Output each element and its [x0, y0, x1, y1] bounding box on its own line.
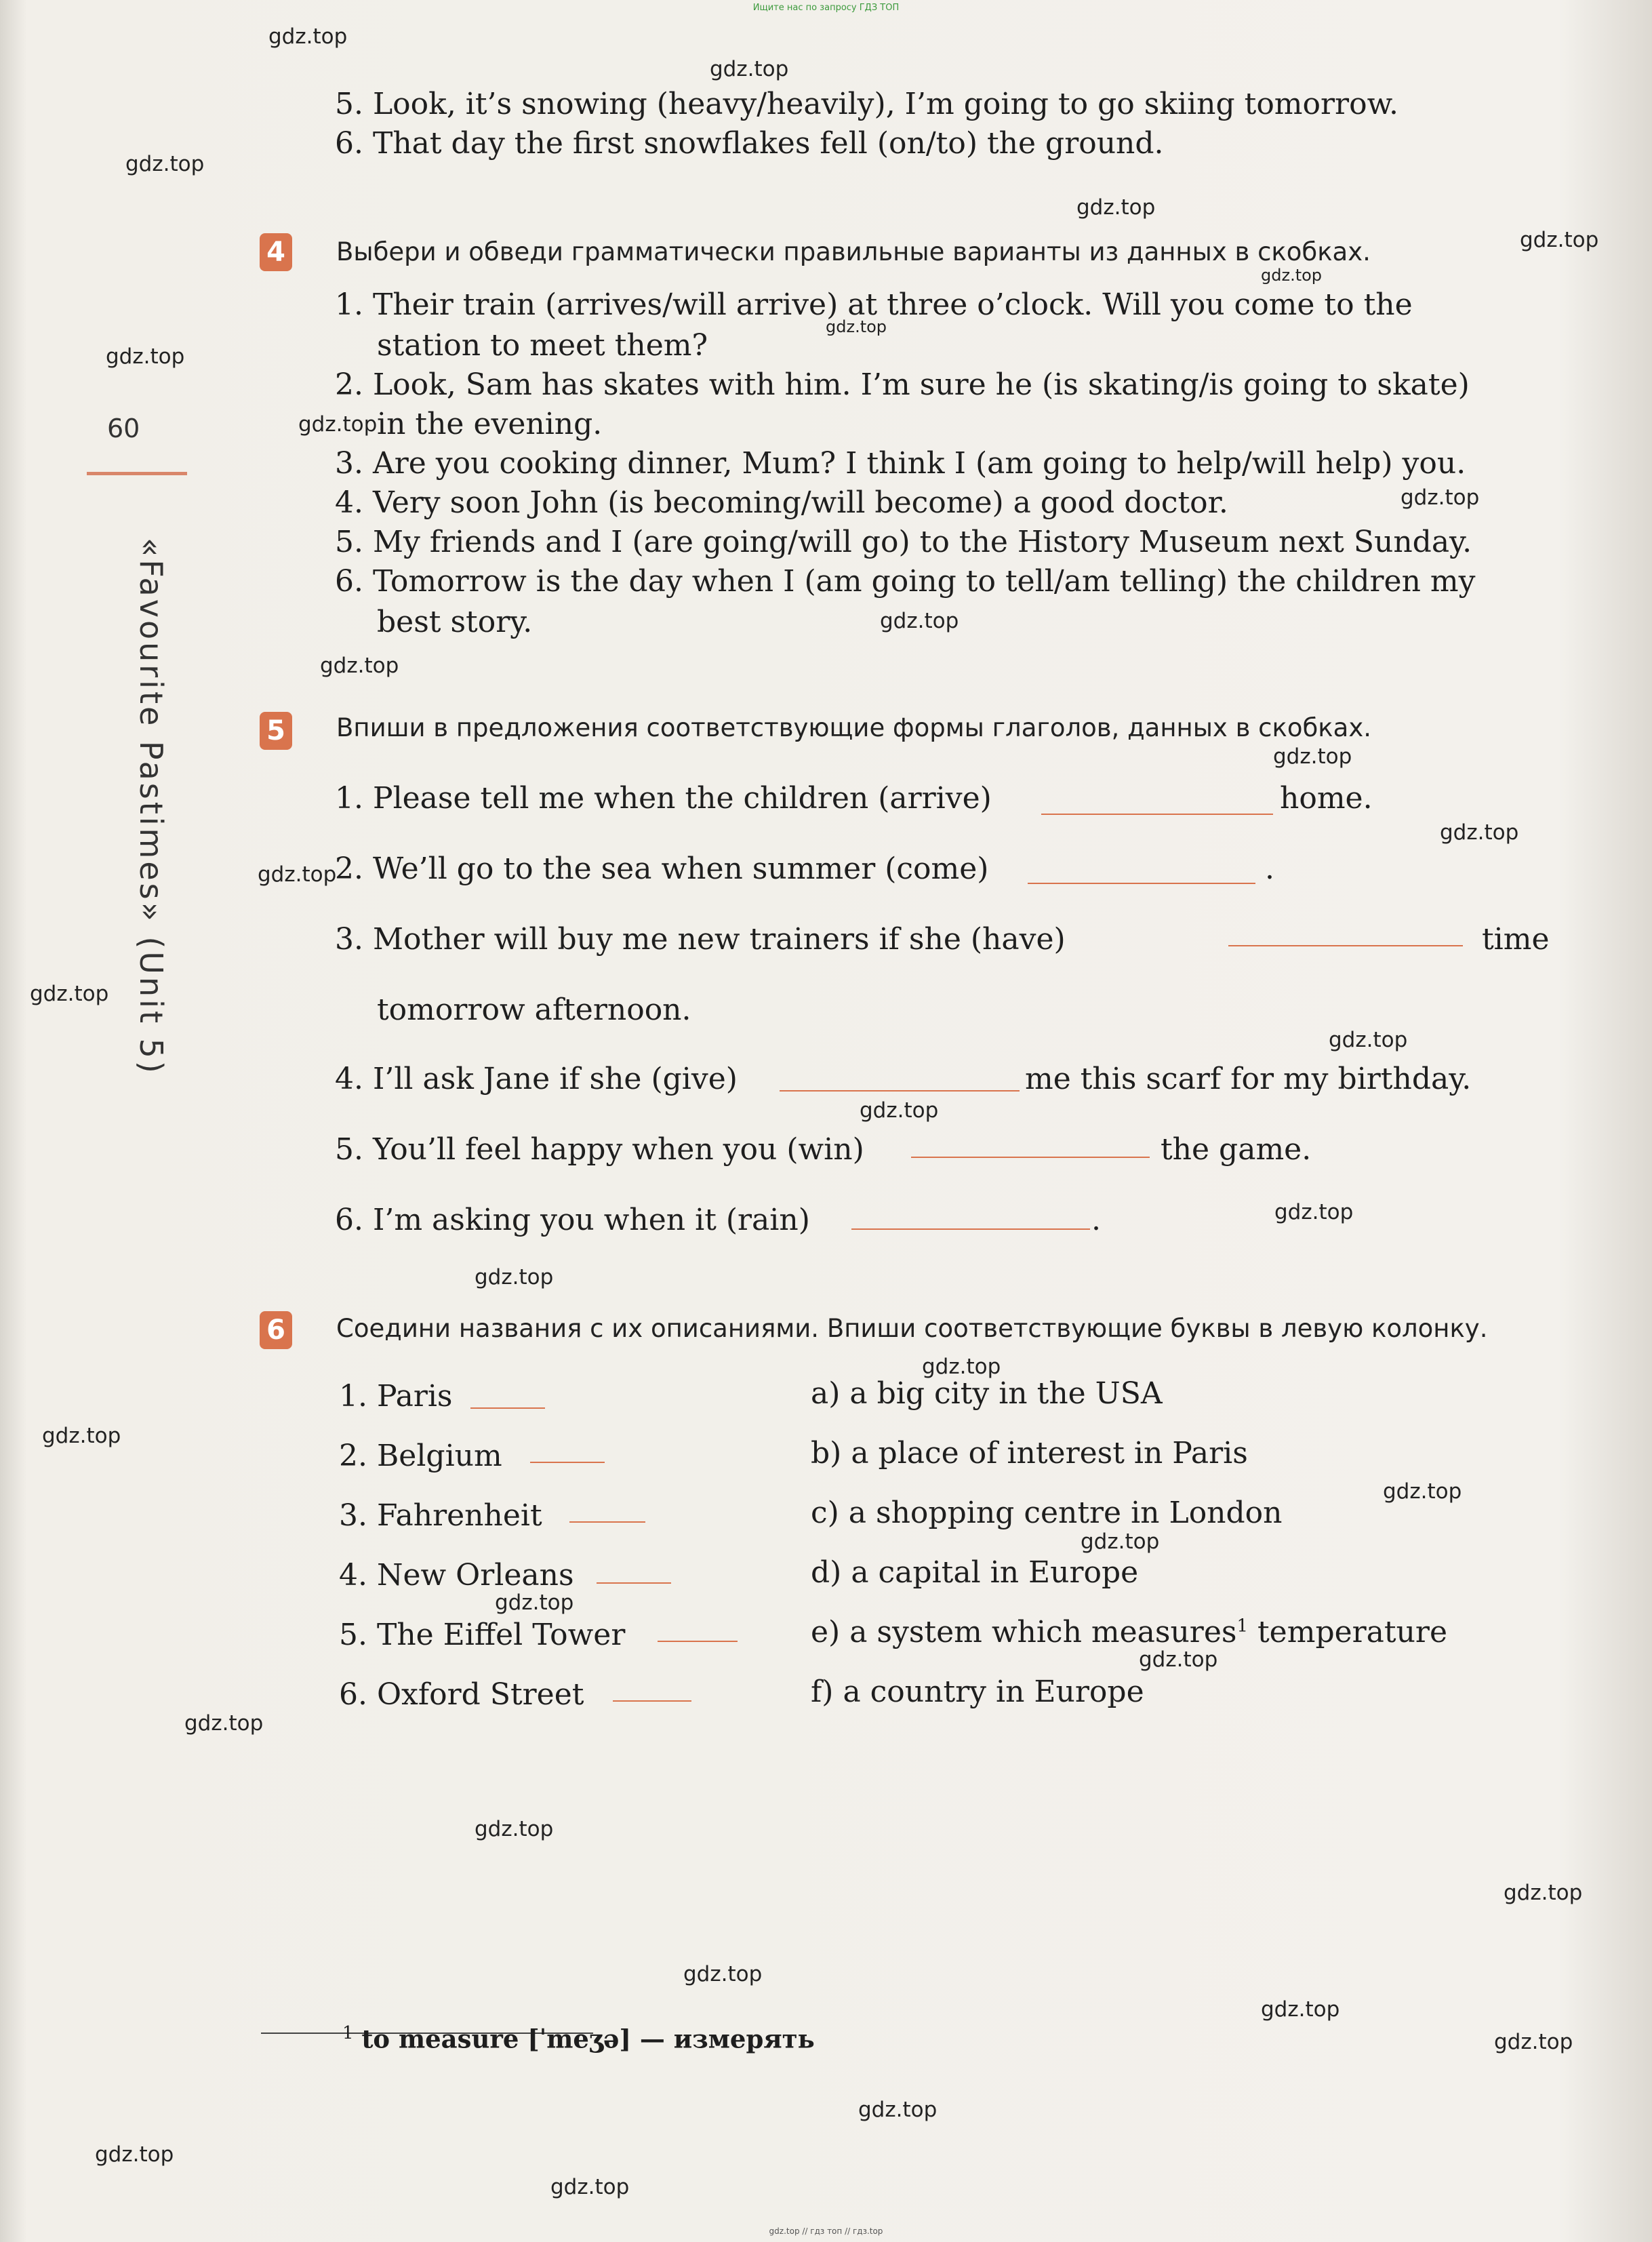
watermark: gdz.top	[1076, 195, 1156, 220]
ex6-name: 1. Paris	[339, 1379, 453, 1414]
watermark: gdz.top	[1081, 1529, 1160, 1554]
watermark: gdz.top	[858, 2098, 938, 2122]
ex4-line: best story.	[377, 605, 533, 639]
watermark: gdz.top	[550, 2175, 630, 2199]
watermark: gdz.top	[1440, 820, 1519, 845]
watermark: gdz.top	[258, 862, 337, 887]
watermark: gdz.top	[1329, 1028, 1408, 1052]
watermark: gdz.top	[1139, 1647, 1218, 1672]
exercise-6-badge: 6	[260, 1311, 292, 1349]
ex5-sentence-6: 6. I’m asking you when it (rain)	[335, 1203, 810, 1237]
ex5-sentence-1-end: home.	[1280, 781, 1373, 816]
ex5-sentence-2: 2. We’ll go to the sea when summer (come)	[335, 852, 989, 886]
ex4-line: 2. Look, Sam has skates with him. I’m sure he (is skating/is going to skate)	[335, 367, 1470, 402]
ex5-sentence-3-wrap: tomorrow afternoon.	[377, 993, 691, 1027]
answer-blank[interactable]	[569, 1521, 645, 1523]
ex6-name: 6. Oxford Street	[339, 1677, 584, 1712]
exercise-4-badge: 4	[260, 233, 292, 271]
ex6-description: f) a country in Europe	[811, 1675, 1144, 1709]
carryover-line-5: 5. Look, it’s snowing (heavy/heavily), I’m going to go skiing tomorrow.	[335, 87, 1399, 121]
exercise-5-instruction: Впиши в предложения соответствующие формы глаголов, данных в скобках.	[336, 713, 1371, 742]
ex6-description-text: e) a system which measures	[811, 1615, 1237, 1649]
ex6-description	[811, 1615, 1447, 1649]
watermark: gdz.top	[1494, 2030, 1573, 2054]
ex6-description: d) a capital in Europe	[811, 1555, 1139, 1590]
watermark: gdz.top	[106, 344, 185, 369]
watermark: gdz.top	[475, 1817, 554, 1841]
watermark: gdz.top	[42, 1424, 121, 1448]
answer-blank[interactable]	[470, 1407, 545, 1409]
ex4-line: 4. Very soon John (is becoming/will become) a good doctor.	[335, 485, 1228, 520]
ex6-name: 4. New Orleans	[339, 1558, 574, 1593]
watermark: gdz.top	[826, 317, 887, 336]
answer-blank[interactable]	[851, 1228, 1090, 1230]
watermark: gdz.top	[1504, 1881, 1583, 1905]
ex5-sentence-6-end: .	[1091, 1203, 1101, 1237]
answer-blank[interactable]	[780, 1090, 1020, 1092]
answer-blank[interactable]	[1028, 883, 1255, 884]
watermark: gdz.top	[30, 982, 109, 1006]
ex6-description: c) a shopping centre in London	[811, 1496, 1283, 1530]
answer-blank[interactable]	[1228, 945, 1463, 946]
watermark: gdz.top	[1273, 744, 1352, 769]
watermark: gdz.top	[95, 2142, 174, 2167]
watermark: gdz.top	[860, 1098, 939, 1123]
ex6-name: 3. Fahrenheit	[339, 1498, 542, 1533]
answer-blank[interactable]	[911, 1157, 1150, 1158]
ex6-name: 2. Belgium	[339, 1439, 502, 1473]
ex4-line: in the evening.	[377, 407, 603, 441]
watermark: gdz.top	[125, 152, 205, 176]
bottom-banner: gdz.top // гдз топ // гдз.top	[769, 2226, 883, 2236]
footnote-ref: 1	[1236, 1616, 1249, 1637]
answer-blank[interactable]	[597, 1582, 671, 1584]
exercise-6-instruction: Соедини названия с их описаниями. Впиши соответствующие буквы в левую колонку.	[336, 1314, 1488, 1343]
ex6-description-tail: temperature	[1248, 1615, 1448, 1649]
watermark: gdz.top	[1261, 266, 1323, 285]
watermark: gdz.top	[683, 1962, 763, 1986]
ex4-line: 6. Tomorrow is the day when I (am going to tell/am telling) the children my	[335, 564, 1476, 599]
unit-title: «Favourite Pastimes» (Unit 5)	[133, 538, 169, 1076]
watermark: gdz.top	[298, 412, 378, 437]
watermark: gdz.top	[475, 1265, 554, 1289]
ex4-line: 3. Are you cooking dinner, Mum? I think I (am going to help/will help) you.	[335, 446, 1466, 481]
watermark: gdz.top	[1261, 1997, 1340, 2022]
ex6-description: a) a big city in the USA	[811, 1376, 1163, 1411]
footnote	[342, 2023, 815, 2054]
ex5-sentence-5-end: the game.	[1161, 1132, 1312, 1167]
watermark: gdz.top	[268, 24, 348, 49]
ex5-sentence-2-end: .	[1265, 852, 1274, 886]
watermark: gdz.top	[1520, 228, 1599, 252]
ex6-description: b) a place of interest in Paris	[811, 1436, 1248, 1470]
ex6-name: 5. The Eiffel Tower	[339, 1618, 626, 1652]
watermark: gdz.top	[710, 57, 789, 81]
ex5-sentence-1: 1. Please tell me when the children (arrive)	[335, 781, 992, 816]
footnote-text: to measure [ˈmeʒə] — измерять	[361, 2024, 815, 2054]
watermark: gdz.top	[184, 1711, 264, 1736]
answer-blank[interactable]	[658, 1641, 738, 1642]
ex5-sentence-3: 3. Mother will buy me new trainers if she (have)	[335, 922, 1066, 957]
page-number: 60	[107, 414, 140, 443]
ex4-line: 5. My friends and I (are going/will go) to the History Museum next Sunday.	[335, 525, 1472, 559]
watermark: gdz.top	[1383, 1479, 1462, 1504]
carryover-line-6: 6. That day the first snowflakes fell (on/to) the ground.	[335, 126, 1164, 161]
answer-blank[interactable]	[1041, 814, 1273, 815]
footnote-mark: 1	[342, 2023, 354, 2043]
answer-blank[interactable]	[613, 1700, 691, 1702]
watermark: gdz.top	[1401, 485, 1480, 510]
ex4-line: station to meet them?	[377, 328, 708, 363]
top-banner: Ищите нас по запросу ГДЗ ТОП	[752, 3, 900, 13]
watermark: gdz.top	[320, 654, 399, 678]
ex5-sentence-3-end: time	[1482, 922, 1550, 957]
answer-blank[interactable]	[530, 1462, 605, 1463]
ex5-sentence-5: 5. You’ll feel happy when you (win)	[335, 1132, 864, 1167]
watermark: gdz.top	[495, 1590, 574, 1615]
watermark: gdz.top	[1274, 1200, 1354, 1224]
exercise-4-instruction: Выбери и обведи грамматически правильные варианты из данных в скобках.	[336, 237, 1371, 266]
ex4-line: 1. Their train (arrives/will arrive) at three o’clock. Will you come to the	[335, 287, 1413, 322]
ex5-sentence-4-end: me this scarf for my birthday.	[1025, 1062, 1472, 1096]
watermark: gdz.top	[880, 609, 959, 633]
exercise-5-badge: 5	[260, 712, 292, 750]
ex5-sentence-4: 4. I’ll ask Jane if she (give)	[335, 1062, 738, 1096]
watermark: gdz.top	[922, 1355, 1001, 1379]
